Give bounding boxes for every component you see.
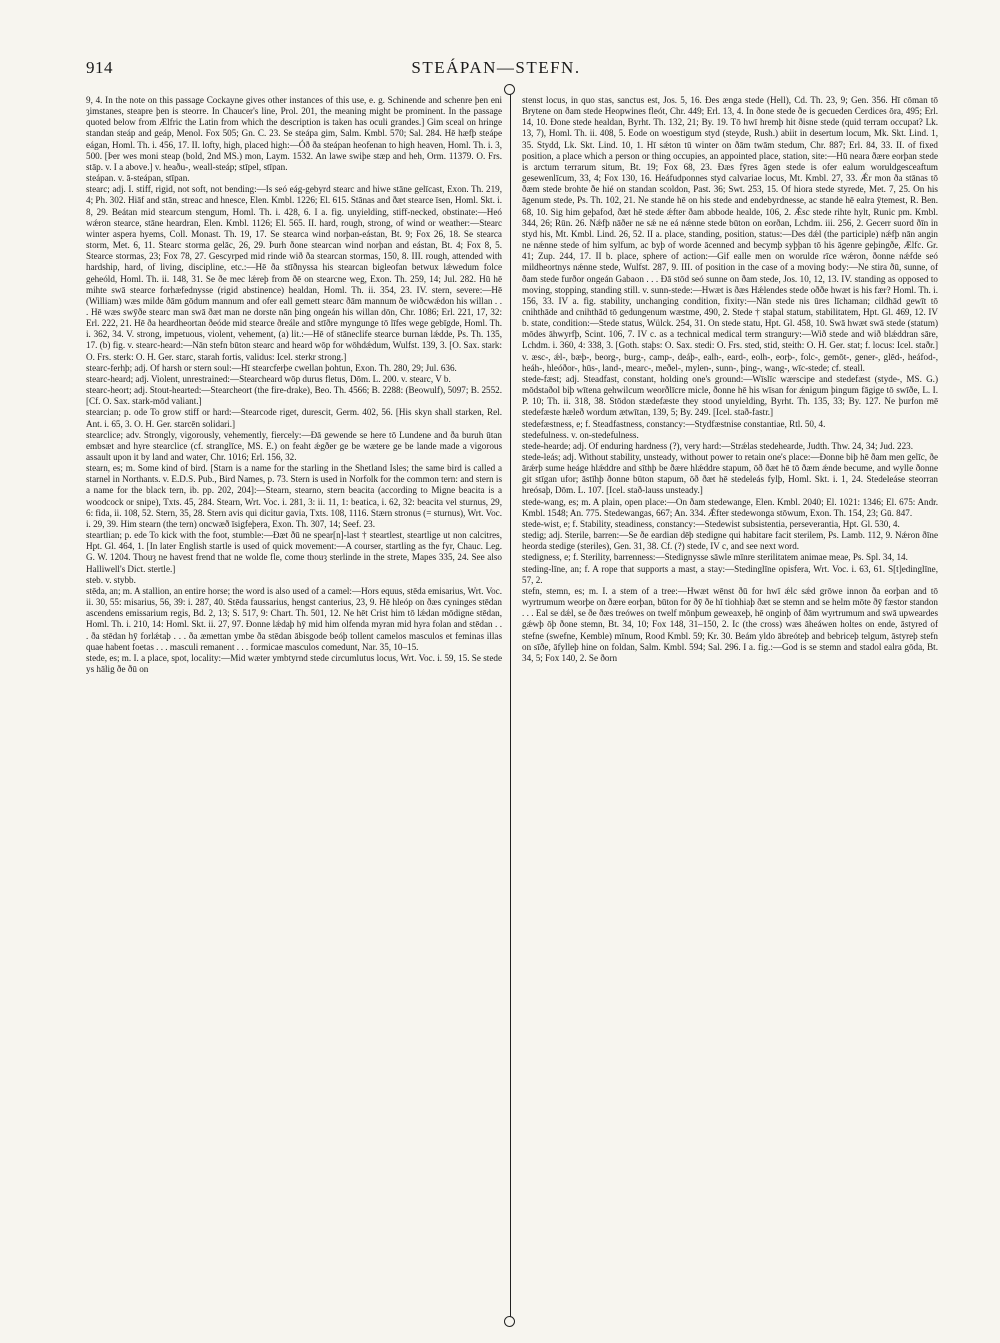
entry-paragraph: 9, 4. In the note on this passage Cockayne gives other instances of this use, e. g. Schinende and schenre þen eni ȝimstanes, steapre þen is steorre. In Chaucer's line, Prol. 201, the meaning might be prominent. In the passage quoted below from Ælfric the Latin from which the description is taken has oculi grandes.] Gim sceal on hringe standan steáp and geáp, Menol. Fox 505; Gn. C. 23. Se steápa gim, Salm. Kmbl. 570; Sal. 284. Hē hæfþ steápe eágan, Homl. Th. i. 456, 17. II. lofty, high, placed high:—Óð ða steápan heofenan to high heaven, Homl. Th. i. 3, 500. [Þer wes moni steap (bold, 2nd MS.) mon, Laym. 1532. An lawe swiþe stæp and heh, Orm. 11379. O. Frs. stāp. v. I a above.] v. heaðu-, weall-steáp; stīpel, stīpan. <box>86 95 502 172</box>
entry-paragraph: stede, es; m. I. a place, spot, locality:—Mid wæter ymbtyrnd stede circumlutus locus, Wrt. Voc. i. 59, 15. Se stede ys hālig ðe ðū on <box>86 652 502 674</box>
entry-paragraph: stede-hearde; adj. Of enduring hardness (?), very hard:—Strǽlas stedehearde, Judth. Thw. 24, 34; Jud. 223. <box>522 440 914 451</box>
entry-paragraph: stedefæstness, e; f. Steadfastness, constancy:—Stydfæstnise constantiae, Rtl. 50, 4. <box>522 418 826 429</box>
entry-paragraph: steápan. v. ā-steápan, stīpan. <box>86 173 190 184</box>
entry-paragraph: stearcian; p. ode To grow stiff or hard:—Stearcode riget, durescit, Germ. 402, 56. [His skyn shall starken, Rel. Ant. i. 65, 3. O. H. Ger. starcēn solidari.] <box>86 407 502 429</box>
entry-paragraph: stearc-ferhþ; adj. Of harsh or stern soul:—Hī stearcferþe cwellan þohtun, Exon. Th. 280, 29; Jul. 636. <box>86 362 457 373</box>
entry-paragraph: steb. v. stybb. <box>86 574 136 585</box>
entry-paragraph: stede-wist, e; f. Stability, steadiness, constancy:—Stedewist subsistentia, perseverantia, Hpt. Gl. 530, 4. <box>522 518 900 529</box>
entry-paragraph: stefn, stemn, es; m. I. a stem of a tree:—Hwæt wēnst ðū for hwī ǽlc sǽd grōwe innon ða eorþan and tō wyrtrumum weorþe on ðære eorþan, būton for ðȳ ðe hī tiohhiaþ ðæt se stemn and se helm mōte ðȳ fæstor standon . . . Eal se dǽl, se ðe ðæs treówes on twelf mōnþum geweaxeþ, hē onginþ of ðām wyrtrumum and swā upweardes gǽwþ ōþ ðone stemn, Bt. 34, 10; Fox 148, 31–150, 2. Ic (the cross) wæs āheáwen holtes on ende, āstyred of stefne (swefne, Kemble) mīnum, Rood Kmbl. 59; Kr. 30. Beám yldo ābreóteþ and bebriceþ telgum, āstyreþ stefn on sīðe, āfylleþ hine on foldan, Salm. Kmbl. 594; Sal. 296. I a. fig.:—God is se stemn and stadol ealra gōda, Bt. 34, 5; Fox 140, 2. Se ðorn <box>522 585 938 663</box>
entry-paragraph: stearclice; adv. Strongly, vigorously, vehemently, fiercely:—Ðā gewende se here tō Lundene and ða buruh ūtan embsæt and hyre stearclice (cf. stranglīce, MS. E.) on feaht ǽgðer ge be wætere ge be lande made a vigorous assault upon it by land and water, Chr. 1016; Erl. 156, 32. <box>86 429 502 462</box>
entry-paragraph: stedigness, e; f. Sterility, barrenness:—Stedignysse sāwle mīnre sterilitatem animae meae, Ps. Spl. 34, 14. <box>522 552 908 563</box>
left-column <box>86 95 502 1320</box>
page-header <box>86 58 906 86</box>
right-column <box>522 95 938 1320</box>
entry-paragraph: stearc-heort; adj. Stout-hearted:—Stearcheort (the fire-drake), Beo. Th. 4566; B. 2288: (Beowulf), 5097; B. 2552. [Cf. O. Sax. stark-mōd valiant.] <box>86 385 502 407</box>
page-number: 914 <box>86 58 113 77</box>
entry-paragraph: stenst locus, in quo stas, sanctus est, Jos. 5, 16. Ðes ænga stede (Hell), Cd. Th. 23, 9; Gen. 356. Hī cōman tō Brytene on ðam stede Heopwines fleót, Chr. 449; Erl. 13, 4. In ðone stede ðe is gecueden Cerdices ōra, 495; Erl. 14, 10. Ðone stede healdan, Byrht. Th. 132, 21; By. 19. Tō hwī hremþ hit ðisne stede (quid terram occupat? Lk. 13, 7), Homl. Th. ii. 408, 5. Eode on woestigum styd (steyde, Rush.) abiit in desertum locum, Mk. Skt. Lind. 1, 35. Stydd, Lk. Skt. Lind. 10, 1. Hī sǽton tū winter on ðām twām stedum, Chr. 887; Erl. 84, 33. II. of fixed position, a place which a person or thing occupies, an appointed place, station, site:—Hū neara ðære eorþan stede is arctum terrarum situm, Bt. 19; Fox 68, 23. Ðæs fȳres āgen stede is ofer ealum woruldgesceaftum gesewenlīcum, 33, 4; Fox 130, 16. Heáfudponnes styd calvariae locus, Mt. Kmbl. 27, 33. Ǽr mon ða stānas tō ðæm stede brohte ðe hié on standan scoldon, Past. 36; Swt. 253, 15. Of hiora stede styrede, Met. 7, 25. On his āgenum stede, Ps. Th. 102, 21. Ne stande hē on his stede and endebyrdnesse, ac stande hē ealra ȳtemest, R. Ben. 68, 10. Sig him geþafod, ðæt hē stede ǽfter ðam abbode healde, 106, 2. Ǽsc stede rihte hylt, Runic pm. Kmbl. 344, 26; Rūn. 26. Nǽfþ nāðer ne sǽ ne eá nǽnne stede būton on eorðan, Lchdm. iii. 256, 2. Gecerr suord ðīn in styd his, Mt. Kmbl. Lind. 26, 52. II a. place, standing, position, status:—Des dǽl (the participle) nǽfþ nān angin ne nǽnne stede of him sylfum, ac byþ of worde ācenned and becymþ syþþan tō his āgenre geþingðe, Ælfc. Gr. 41; Zup. 244, 17. II b. place, sphere of action:—Gif ealle men on worulde rīce wǽron, ðonne nǽfde seó mildheortnys nǽnne stede, Wulfst. 287, 9. III. of position in the case of a moving body:—Ne stira ðū, sunne, of ðam stede furðor ongeán Gabaon . . . Ðā stōd seó sunne on ðam stede, Jos. 10, 12, 13. IV. standing as opposed to moving, stopping, standing still. v. sunn-stede:—Hwæt is ðæs Hǽlendes stede oððe hwæt is his fær? Homl. Th. i. 156, 33. IV a. fig. stability, unchanging condition, fixity:—Nān stede nis ūres līchaman; cildhād gewīt tō cnihthāde and cnihthād tō gedungenum wæstme, 490, 2. Stede † staþal statum, stabilitatem, Hpt. Gl. 469, 12. IV b. state, condition:—Stede status, Wülck. 254, 31. On stede statu, Hpt. Gl. 458, 10. Swā hwæt swā stede (statum) mōdes āhwyrfþ, Scint. 106, 7. IV c. as a technical medical term strangury:—Wið stede and wið blǽddran sāre, Lchdm. i. 360, 4: 338, 3. [Goth. staþs: O. Sax. stedi: O. Frs. sted, stid, steith: O. H. Ger. stat; f. locus: Icel. staðr.] v. æsc-, ǽl-, bæþ-, beorg-, burg-, camp-, deáþ-, ealh-, eard-, eolh-, eorþ-, folc-, gemōt-, gener-, glēd-, heáfod-, heáh-, hleóðor-, hūs-, land-, mearc-, meðel-, mylen-, sunn-, þing-, wang-, wīc-stede; cf. steall. <box>522 95 938 373</box>
running-title: STEÁPAN—STEFN. <box>411 58 581 77</box>
entry-paragraph: steartlian; p. ede To kick with the foot, stumble:—Ðæt ðū ne spear[n]-last † steartlest, steartlige ut non calcitres, Hpt. Gl. 464, 1. [In later English startle is used of quick movement:—A courser, startling as the fyr, Chauc. Leg. G. W. 1204. Thouȝ ne havest frend that ne wolde fle, come thouȝ sterlinde in the strete, Mapes 335, 24. See also Halliwell's Dict. stertle.] <box>86 530 502 574</box>
column-divider <box>510 88 511 1320</box>
entry-paragraph: stearc; adj. I. stiff, rigid, not soft, not bending:—Is seó eág-gebyrd stearc and hiwe stāne gelīcast, Exon. Th. 219, 4; Ph. 302. Hiāf and stān, streac and hnesce, Elen. Kmbl. 1226; El. 615. Stānas and ðæt stearce īsen, Homl. Skt. i. 8, 29. Beátan mid stearcum stengum, Homl. Th. i. 428, 6. I a. fig. unyielding, stiff-necked, obstinate:—Heó wǽron stearce, stāne heardran, Elen. Kmbl. 1126; El. 565. II. hard, rough, strong, of wind or weather:—Stearc winter aspera hyems, Coll. Monast. Th. 19, 17. Se stearca wind norþan-eástan, Bt. 9; Fox 26, 18. Se stearca storm, Met. 6, 11. Stearc storma gelāc, 26, 29. Þurh ðone stearcan wind norþan and eástan, Bt. 4; Fox 8, 5. Stearce stormas, 23; Fox 78, 27. Gescyrped mid rinde wið ða stearcan stormas, 150, 8. III. rough, attended with hardship, hard, of living, discipline, etc.:—Hē ða stīðnyssa his stearcan bigleofan betwux lǽwedum folce geheóld, Homl. Th. ii. 148, 31. Se ðe mec lǽreþ from ðē on stearcne weg, Exon. Th. 259, 14; Jul. 282. Hū hē mihte swā stearce forhæfednysse (rigid abstinence) healdan, Homl. Th. ii. 354, 23. IV. stern, severe:—Hē (William) wæs milde ðām gōdum mannum and ofer eall gemett stearc ðām mannum ðe wiðcwǽdon his willan . . . Hē wæs swȳðe stearc man swā ðæt man ne dorste nān þing ongeán his willan dōn, Chr. 1086; Erl. 221, 17, 32: Erl. 222, 21. Hē ða heardheortan ðeóde mid stearce ðreále and stīðre myngunge tō līfes wege gebīgde, Homl. Th. i. 362, 34. V. strong, impetuous, violent, vehement, (a) lit.:—Hē of stāneclife stearce burnan lǽdde, Ps. Th. 135, 17. (b) fig. v. stearc-heard:—Nān stefn būton stearc and heard wōp for wōhdǽdum, Wulfst. 139, 3. [O. Sax. stark: O. Frs. sterk: O. H. Ger. starc, starah fortis, validus: Icel. sterkr strong.] <box>86 184 502 362</box>
divider-ornament-bottom <box>504 1316 515 1327</box>
entry-paragraph: stede-leás; adj. Without stability, unsteady, without power to retain one's place:—Ðonne biþ hē ðam men gelīc, ðe ārǽrþ sume heáge hlǽddre and sīthþ be ðære hlǽddre stapum, ōð ðæt hē tō ðæm ǽnde becume, and wylle ðonne git stīgan ufor; āstīhþ ðonne būton stapum, ōð ðæt hē stedeleás fylþ, Homl. Skt. i. 1, 24. Stedeleáse steorran hreósaþ, Dōm. L. 107. [Icel. stað-lauss unsteady.] <box>522 452 938 496</box>
entry-paragraph: stearn, es; m. Some kind of bird. [Starn is a name for the starling in the Shetland Isles; the same bird is called a starnel in Northants. v. E.D.S. Pub., Bird Names, p. 73. Stern is used in Norfolk for the common tern: and stern is a name for the black tern, ib. pp. 202, 204]:—Stearn, stearno, stern beacita (according to Migne beacita is a woodcock or snipe), Txts. 45, 284. Stearn, Wrt. Voc. i. 281, 3: ii. 11, 1: beatica, i. 62, 32: beacita vel sturnus, 29, 6: fida, ii. 108, 52. Stern, 35, 28. Stern avis qui dicitur gavia, Txts. 108, 1116. Stærn stronus (= sturnus), Wrt. Voc. i. 29, 39. Him stearn (the tern) oncwæð īsigfeþera, Exon. Th. 307, 14; Seef. 23. <box>86 463 502 529</box>
entry-paragraph: stede-fæst; adj. Steadfast, constant, holding one's ground:—Wīslīc wærscipe and stedefæst (styde-, MS. G.) mōdstaðol biþ wītena gehwilcum weorðlīcre micle, ðonne hē his wīsan for ǽnigum þingum fāgige tō swīðe, L. I. P. 10; Th. ii. 318, 38. Stōdon stædefæste they stood unyielding, Byrht. Th. 135, 33; By. 127. Ne þurfon mē stedefæste hæleð wordum ætwītan, 139, 5; By. 249. [Icel. stað-fastr.] <box>522 373 938 418</box>
entry-paragraph: steding-līne, an; f. A rope that supports a mast, a stay:—Stedinglīne opisfera, Wrt. Voc. i. 63, 61. S[t]edinglīne, 57, 2. <box>522 563 938 585</box>
entry-paragraph: stearc-heard; adj. Violent, unrestrained:—Stearcheard wōp durus fletus, Dōm. L. 200. v. stearc, V b. <box>86 373 451 384</box>
entry-paragraph: stedefulness. v. on-stedefulness. <box>522 429 639 440</box>
entry-paragraph: stede-wang, es; m. A plain, open place:—On ðam stedewange, Elen. Kmbl. 2040; El. 1021: 1346; El. 675: Andr. Kmbl. 1548; An. 775. Stedewangas, 667; An. 334. Ǽfter stedewonga stōwum, Exon. Th. 154, 23; Gū. 847. <box>522 496 938 518</box>
entry-paragraph: stedig; adj. Sterile, barren:—Se ðe eardian dēþ stedigne qui habitare facit sterilem, Ps. Lamb. 112, 9. Nǽron ðīne heorda stedige (steriles), Gen. 31, 38. Cf. (?) stede, IV c, and see next word. <box>522 530 938 552</box>
entry-paragraph: stēda, an; m. A stallion, an entire horse; the word is also used of a camel:—Hors equus, stēda emisarius, Wrt. Voc. ii. 30, 55: misarius, 56, 39: i. 287, 40. Stēda faussarius, hengst canterius, 23, 9. Hē hleóp on ðæs cyninges stēdan ascendens emissarium regis, Bd. 2, 13; S. 517, 9: Chart. Th. 501, 12. Ne hēt Crist him tō lǽdan mōdigne stēdan, Homl. Th. i. 210, 14: Homl. Skt. ii. 27, 97. Ðonne lǽdaþ hȳ mid him olfenda myran mid hyra folan and stēdan . . . ða stēdan hȳ forlǽtaþ . . . ða æmettan ymbe ða stēdan ābisgode beóþ tollent camelos masculos et feminas illas quae habent foetas . . . masculi remanent . . . formicae masculos comedunt, Nar. 35, 10–15. <box>86 585 502 652</box>
divider-ornament-top <box>504 84 515 95</box>
